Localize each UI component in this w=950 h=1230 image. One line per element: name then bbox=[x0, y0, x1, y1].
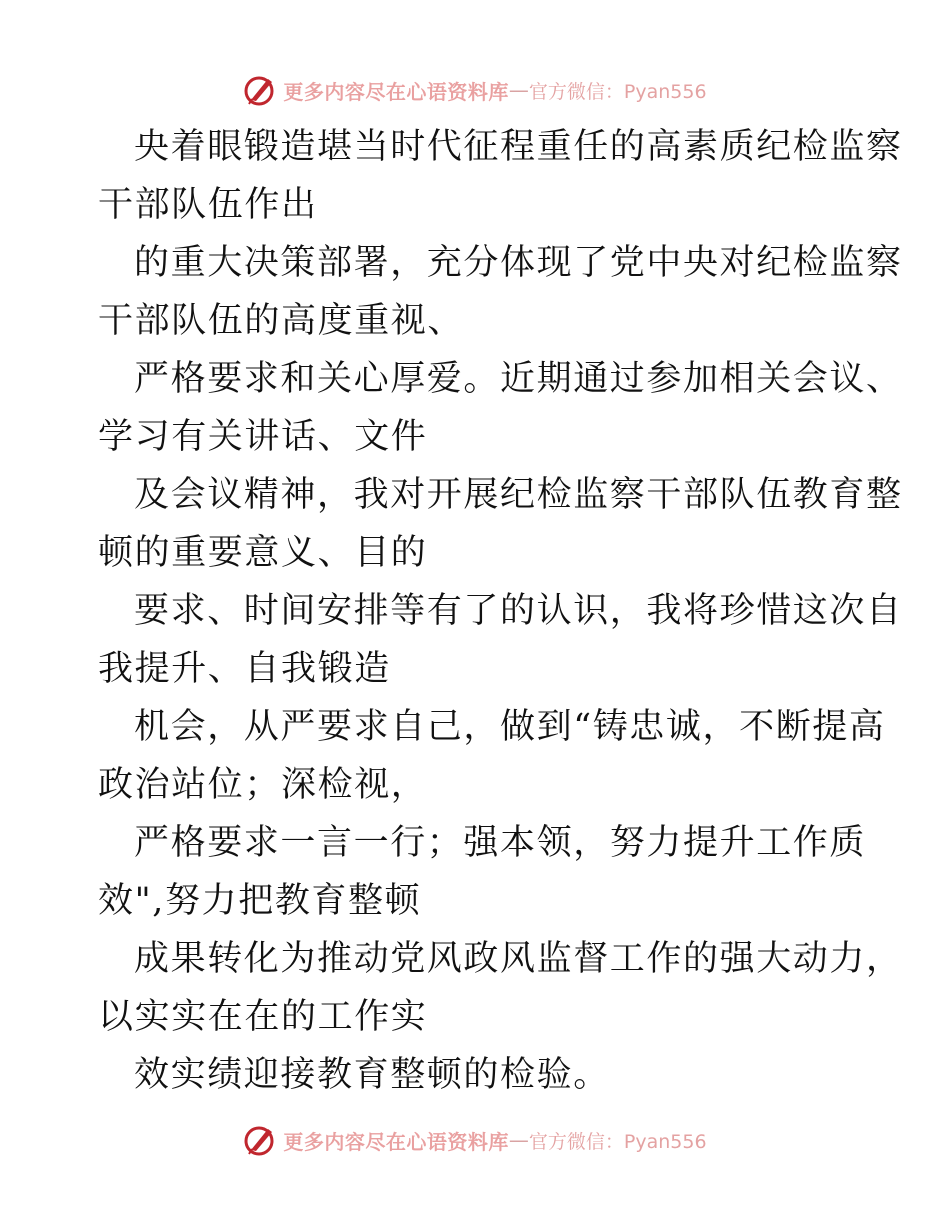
body-line: 央着眼锻造堪当时代征程重任的高素质纪检监察 bbox=[134, 127, 903, 167]
body-line: 以实实在在的工作实 bbox=[98, 997, 428, 1037]
body-line: 效实绩迎接教育整顿的检验。 bbox=[134, 1055, 610, 1095]
footer-separator: — bbox=[508, 1128, 529, 1152]
body-line: 成果转化为推动党风政风监督工作的强大动力， bbox=[134, 939, 903, 979]
body-line: 学习有关讲话、文件 bbox=[98, 417, 428, 457]
body-line: 严格要求和关心厚爱。近期通过参加相关会议、 bbox=[134, 359, 903, 399]
quill-pen-logo-icon bbox=[243, 73, 277, 107]
footer-brand-text: 更多内容尽在心语资料库 bbox=[283, 1129, 509, 1154]
header-banner bbox=[0, 70, 950, 110]
body-line: 政治站位；深检视， bbox=[98, 765, 428, 805]
body-line: 及会议精神，我对开展纪检监察干部队伍教育整 bbox=[134, 475, 903, 515]
header-brand-text: 更多内容尽在心语资料库 bbox=[283, 79, 509, 104]
body-line: 干部队伍作出 bbox=[98, 185, 318, 225]
quill-pen-logo-icon bbox=[243, 1123, 277, 1157]
footer-wechat-text: 官方微信：Pyan556 bbox=[528, 1130, 707, 1153]
body-line: 干部队伍的高度重视、 bbox=[98, 301, 465, 341]
header-separator: — bbox=[508, 78, 529, 102]
body-line: 我提升、自我锻造 bbox=[98, 649, 391, 689]
document-body bbox=[98, 118, 903, 1104]
footer-banner bbox=[0, 1120, 950, 1160]
header-wechat-text: 官方微信：Pyan556 bbox=[528, 80, 707, 103]
body-line: 效",努力把教育整顿 bbox=[98, 881, 422, 921]
body-line: 机会，从严要求自己，做到“铸忠诚，不断提高 bbox=[134, 707, 886, 747]
body-line: 严格要求一言一行；强本领，努力提升工作质 bbox=[134, 823, 867, 863]
body-line: 顿的重要意义、目的 bbox=[98, 533, 428, 573]
body-line: 要求、时间安排等有了的认识，我将珍惜这次自 bbox=[134, 591, 903, 631]
body-line: 的重大决策部署，充分体现了党中央对纪检监察 bbox=[134, 243, 903, 283]
